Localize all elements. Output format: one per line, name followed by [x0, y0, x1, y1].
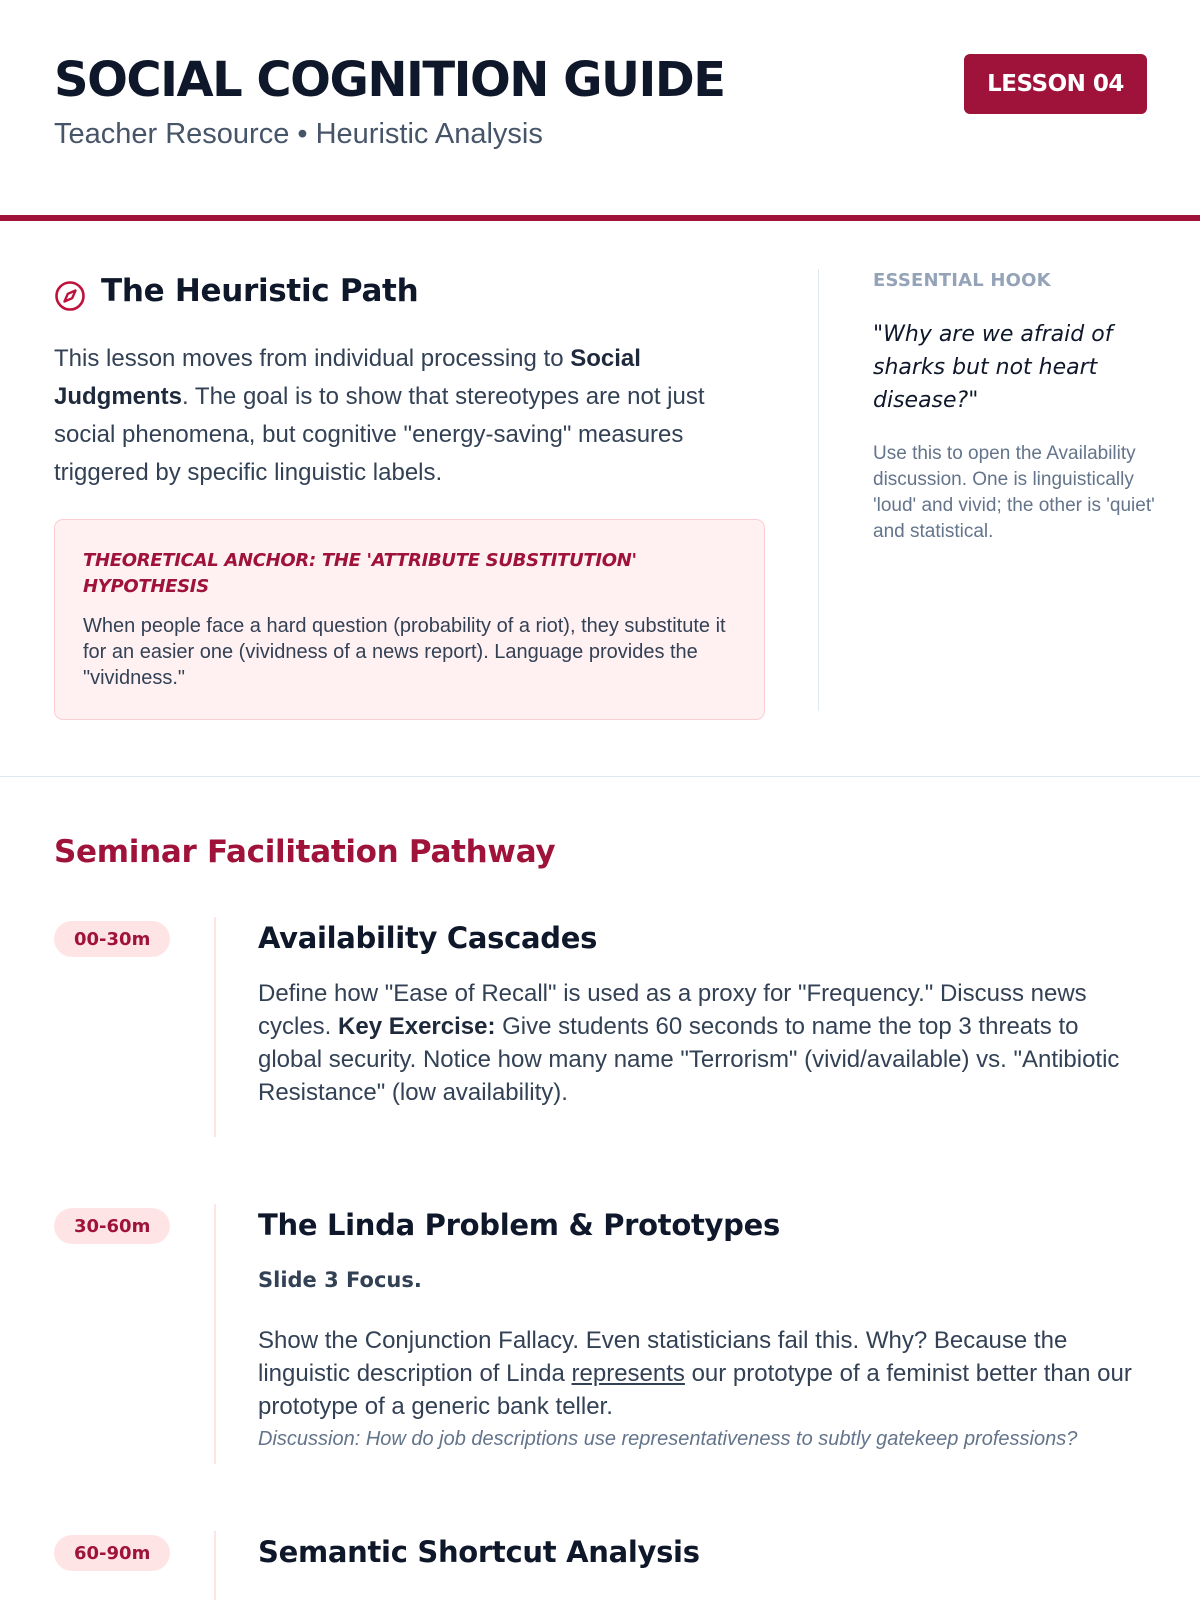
time-pill: 00-30m: [54, 921, 170, 957]
page-subtitle: Teacher Resource • Heuristic Analysis: [54, 118, 543, 150]
callout-title: THEORETICAL ANCHOR: THE 'ATTRIBUTE SUBSTITUTION' HYPOTHESIS: [83, 550, 637, 597]
pathway-step: [0, 1531, 1200, 1600]
compass-icon: [54, 280, 86, 312]
section-title-heuristic-path: The Heuristic Path: [101, 273, 419, 309]
step-body: Show the Conjunction Fallacy. Even statisticians fail this. Why? Because the linguistic description of Linda represents our prototype of a feminist better than our prototype of a generic bank teller.: [258, 1327, 1132, 1420]
timeline-line: [214, 1204, 216, 1464]
step-discussion: Discussion: How do job descriptions use representativeness to subtly gatekeep professions?: [258, 1428, 1078, 1450]
intro-paragraph: This lesson moves from individual processing to Social Judgments. The goal is to show that stereotypes are not just social phenomena, but cognitive "energy-saving" measures triggered by specific linguistic labels.: [54, 345, 705, 486]
intro-section: [0, 221, 1200, 777]
page-title: SOCIAL COGNITION GUIDE: [54, 52, 725, 108]
timeline-line: [214, 1531, 216, 1600]
pathway-step: [0, 1204, 1200, 1464]
time-pill: 30-60m: [54, 1208, 170, 1244]
lesson-badge: LESSON 04: [964, 54, 1147, 114]
pathway-step: [0, 917, 1200, 1137]
essential-hook-label: ESSENTIAL HOOK: [873, 270, 1051, 291]
time-pill: 60-90m: [54, 1535, 170, 1571]
essential-hook-quote: "Why are we afraid of sharks but not heart disease?": [873, 322, 1113, 413]
step-body: Define how "Ease of Recall" is used as a proxy for "Frequency." Discuss news cycles. Key Exercise: Give students 60 seconds to name the top 3 threats to global security. Notice how many name "Terrorism" (vivid/available) vs. "Antibiotic Resistance" (low availability).: [258, 980, 1120, 1106]
step-title: Semantic Shortcut Analysis: [258, 1535, 700, 1569]
step-title: Availability Cascades: [258, 921, 598, 955]
page-header: [0, 0, 1200, 221]
callout-text: When people face a hard question (probability of a riot), they substitute it for an easier one (vividness of a news report). Language provides the "vividness.": [83, 615, 726, 689]
sidebar-divider: [818, 269, 819, 711]
essential-hook-text: Use this to open the Availability discussion. One is linguistically 'loud' and vivid; the other is 'quiet' and statistical.: [873, 443, 1155, 542]
pathway-title: Seminar Facilitation Pathway: [54, 834, 556, 870]
timeline-line: [214, 917, 216, 1137]
theoretical-anchor-callout: [54, 519, 765, 720]
step-focus-label: Slide 3 Focus.: [258, 1268, 422, 1292]
step-title: The Linda Problem & Prototypes: [258, 1208, 780, 1242]
